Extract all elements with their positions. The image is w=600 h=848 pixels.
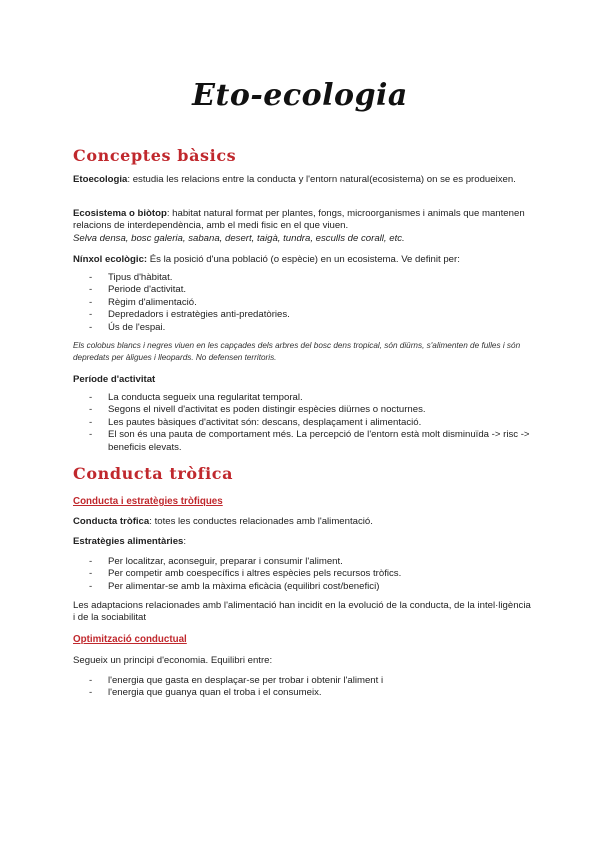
ninxol-term: Nínxol ecològic: — [73, 254, 148, 265]
list-item: - Depredadors i estratègies anti-predatòries. — [73, 309, 533, 321]
list-item: - Tipus d'hàbitat. — [73, 272, 533, 284]
estrategies-list-block — [73, 556, 533, 593]
section-heading-trofica: Conducta tròfica — [73, 464, 234, 483]
list-item: - l'energia que guanya quan el troba i el consumeix. — [73, 687, 533, 699]
colobus-note: Els colobus blancs i negres viuen en les capçades dels arbres del bosc dens tropical, són diürns, s'alimenten de fulles i són depredats per àligues i lleopards. No defensen territoris. — [73, 341, 521, 362]
page-title: Eto-ecologia — [192, 78, 408, 113]
etoecologia-text: : estudia les relacions entre la conducta y l'entorn natural(ecosistema) on se es produeixen. — [127, 174, 516, 185]
etoecologia-term: Etoecologia — [73, 174, 128, 185]
list-item: - l'energia que gasta en desplaçar-se per trobar i obtenir l'aliment i — [73, 675, 533, 687]
estrategies-list — [73, 556, 533, 593]
ninxol-definition — [73, 254, 533, 266]
list-item: - Segons el nivell d'activitat es poden distingir espècies diürnes o nocturnes. — [73, 404, 533, 416]
section-heading-basics: Conceptes bàsics — [73, 146, 237, 165]
ninxol-list — [73, 272, 533, 334]
estrategies-heading-block — [73, 536, 533, 548]
ecosistema-definition — [73, 208, 533, 245]
ninxol-text: És la posició d'una població (o espècie) en un ecosistema. Ve definit per: — [147, 254, 460, 265]
ecosistema-term: Ecosistema o biòtop — [73, 208, 167, 219]
subheading-estrategies: Conducta i estratègies tròfiques — [73, 496, 223, 507]
subheading-optimitzacio: Optimització conductual — [73, 634, 187, 645]
etoecologia-definition — [73, 174, 533, 186]
ecosistema-examples: Selva densa, bosc galeria, sabana, desert, taigà, tundra, esculls de corall, etc. — [73, 232, 405, 244]
periode-heading: Període d'activitat — [73, 374, 156, 385]
list-item: - Per competir amb coespecífics i altres espècies pels recursos tròfics. — [73, 568, 533, 580]
conducta-term: Conducta tròfica — [73, 516, 150, 527]
conducta-definition — [73, 516, 533, 528]
periode-list-block — [73, 392, 533, 454]
list-item: - Periode d'activitat. — [73, 284, 533, 296]
list-item: - Ús de l'espai. — [73, 322, 533, 334]
list-item: - La conducta segueix una regularitat temporal. — [73, 392, 533, 404]
optimitzacio-list-block — [73, 675, 533, 700]
estrategies-heading: Estratègies alimentàries — [73, 536, 184, 547]
list-item: - Per alimentar-se amb la màxima eficàcia (equilibri cost/benefici) — [73, 581, 533, 593]
adaptacions-paragraph: Les adaptacions relacionades amb l'alimentació han incidit en la evolució de la conducta, de la intel·ligència i de la sociabilitat — [73, 600, 531, 624]
ninxol-list-block — [73, 272, 533, 334]
list-item: - El son és una pauta de comportament més. La percepció de l'entorn està molt disminuïda -> risc -> beneficis elevats. — [73, 429, 533, 454]
optimitzacio-list — [73, 675, 533, 700]
periode-list — [73, 392, 533, 454]
list-item: - Règim d'alimentació. — [73, 297, 533, 309]
optimitzacio-paragraph: Segueix un principi d'economia. Equilibri entre: — [73, 655, 273, 666]
ecosistema-text: : habitat natural format per plantes, fongs, microorganismes i animals que mantenen relacions de interdependència, amb el medi fisic en el que viuen. — [73, 208, 525, 232]
list-item: - Les pautes bàsiques d'activitat són: descans, desplaçament i alimentació. — [73, 417, 533, 429]
estrategies-colon: : — [183, 536, 187, 547]
conducta-text: : totes les conductes relacionades amb l'alimentació. — [149, 516, 373, 527]
list-item: - Per localitzar, aconseguir, preparar i consumir l'aliment. — [73, 556, 533, 568]
